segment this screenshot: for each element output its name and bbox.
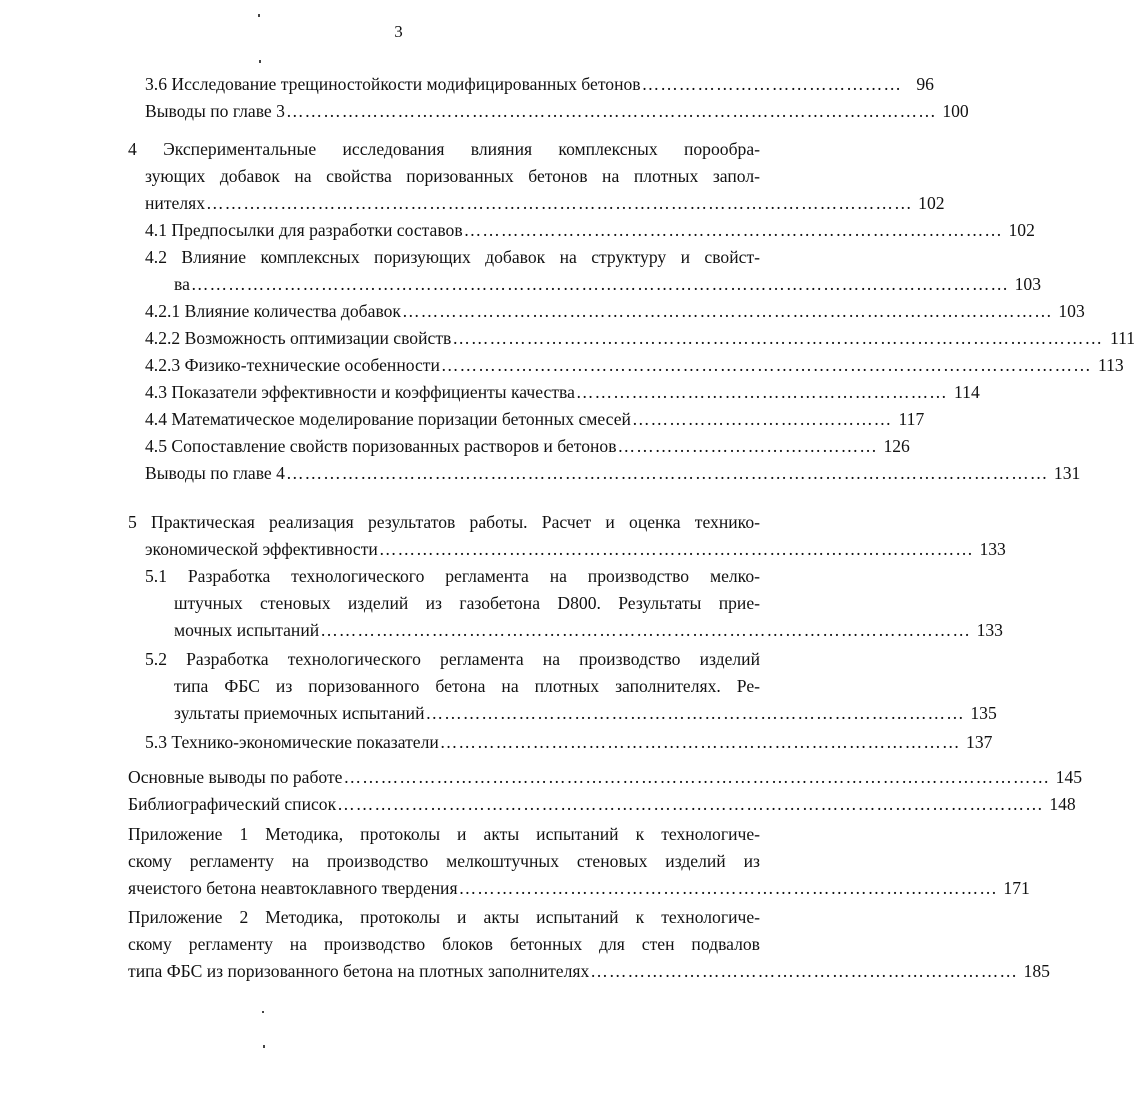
toc-entry-page: 111	[1110, 328, 1135, 348]
toc-entry-page: 131	[1053, 463, 1081, 483]
toc-entry-bibliography	[128, 791, 1076, 817]
toc-entry-5-1-line-2: штучных стеновых изделий из газобетона D800. Результаты прие-	[174, 593, 760, 613]
toc-appendix-2-line-1: Приложение 2 Методика, протоколы и акты испытаний к технологиче-	[128, 907, 760, 927]
dot-leader: ……………………………………………………………	[590, 961, 1018, 981]
toc-chapter-4-line-1: 4 Экспериментальные исследования влияния комплексных порообра-	[128, 139, 760, 159]
dot-leader: ……………………………………………………………………………………………………………………	[190, 274, 1010, 294]
dot-leader: ……………………………………………………………………………………………	[285, 101, 937, 121]
toc-entry-label: 3.6 Исследование трещиностойкости модифицированных бетонов	[145, 74, 641, 94]
dot-leader: ……………………………………………………………………………………………	[401, 301, 1053, 321]
toc-chapter-5-line-1: 5 Практическая реализация результатов работы. Расчет и оценка технико-	[128, 512, 760, 532]
toc-entry-label: ячеистого бетона неавтоклавного твердения	[128, 878, 458, 898]
dot-leader: …………………………………………………………………………	[439, 732, 961, 752]
toc-entry-page: 145	[1055, 767, 1083, 787]
toc-entry-4-2-3	[145, 352, 1124, 378]
toc-entry-4-1	[145, 217, 1035, 243]
toc-chapter-5-line-2	[145, 536, 1006, 562]
toc-entry-label: 4.4 Математическое моделирование поризации бетонных смесей	[145, 409, 631, 429]
dot-leader: ……………………………………………………………………………	[458, 878, 998, 898]
dot-leader: ……………………………………………………………………………………………	[440, 355, 1092, 375]
scan-speck	[259, 60, 261, 63]
toc-entry-label: 4.3 Показатели эффективности и коэффициенты качества	[145, 382, 575, 402]
toc-entry-page: 102	[1008, 220, 1035, 240]
toc-entry-page: 100	[942, 101, 969, 121]
toc-entry-label: мочных испытаний	[174, 620, 320, 640]
toc-entry-label: 4.2.1 Влияние количества добавок	[145, 301, 401, 321]
toc-entry-label: 4.1 Предпосылки для разработки составов	[145, 220, 463, 240]
toc-entry-label: 4.2.2 Возможность оптимизации свойств	[145, 328, 452, 348]
toc-appendix-2-line-3	[128, 958, 1050, 984]
toc-chapter-4-line-2: зующих добавок на свойства поризованных бетонов на плотных запол-	[145, 166, 760, 186]
dot-leader: ……………………………………	[617, 436, 878, 456]
toc-entry-4-2-2	[145, 325, 1135, 351]
toc-entry-5-2-line-1: 5.2 Разработка технологического регламента на производство изделий	[145, 649, 760, 669]
dot-leader: ……………………………………………………	[575, 382, 948, 402]
dot-leader: ……………………………………	[641, 74, 902, 94]
dot-leader: ……………………………………………………………………………………………………	[206, 193, 913, 213]
toc-entry-5-3	[145, 729, 993, 755]
toc-entry-label: Библиографический список	[128, 794, 337, 814]
toc-entry-3-6	[145, 71, 934, 97]
toc-appendix-1-line-3	[128, 875, 1030, 901]
toc-entry-5-1-line-3	[174, 617, 1003, 643]
toc-entry-page: 148	[1049, 794, 1076, 814]
dot-leader: ……………………………………………………………………………	[463, 220, 1003, 240]
toc-entry-label: 5.3 Технико-экономические показатели	[145, 732, 439, 752]
toc-entry-page: 171	[1003, 878, 1030, 898]
toc-entry-page: 133	[976, 620, 1003, 640]
toc-entry-label: Основные выводы по работе	[128, 767, 343, 787]
scan-speck	[258, 14, 260, 17]
toc-entry-label: зультаты приемочных испытаний	[174, 703, 425, 723]
toc-entry-5-2-line-2: типа ФБС из поризованного бетона на плотных заполнителях. Ре-	[174, 676, 760, 696]
toc-entry-5-1-line-1: 5.1 Разработка технологического регламента на производство мелко-	[145, 566, 760, 586]
toc-entry-label: Выводы по главе 3	[145, 101, 285, 121]
dot-leader: ……………………………………………………………………………………………	[320, 620, 971, 640]
toc-entry-main-conclusions	[128, 764, 1083, 790]
toc-entry-page: 114	[954, 382, 980, 402]
dot-leader: ……………………………………………………………………………………………………	[337, 794, 1044, 814]
toc-entry-conclusions-4	[145, 460, 1081, 486]
toc-entry-label: нителях	[145, 193, 205, 213]
toc-entry-page: 102	[918, 193, 945, 213]
dot-leader: ……………………………………………………………………………	[425, 703, 965, 723]
scan-speck	[262, 1011, 264, 1013]
toc-entry-label: ва	[174, 274, 190, 294]
toc-entry-page: 137	[966, 732, 993, 752]
toc-entry-label: экономической эффективности	[145, 539, 378, 559]
toc-entry-4-2-line-1: 4.2 Влияние комплексных поризующих добавок на структуру и свойст-	[145, 247, 760, 267]
toc-entry-page: 135	[970, 703, 997, 723]
toc-entry-4-2-1	[145, 298, 1085, 324]
dot-leader: ……………………………………………………………………………………………	[452, 328, 1104, 348]
toc-entry-page: 103	[1014, 274, 1042, 294]
toc-entry-page: 113	[1097, 355, 1124, 375]
page-number: 3	[394, 22, 403, 41]
dot-leader: ……………………………………	[631, 409, 893, 429]
toc-entry-label: 4.5 Сопоставление свойств поризованных растворов и бетонов	[145, 436, 617, 456]
toc-entry-page: 126	[883, 436, 910, 456]
toc-appendix-1-line-1: Приложение 1 Методика, протоколы и акты испытаний к технологиче-	[128, 824, 760, 844]
toc-entry-4-2-line-2	[174, 271, 1042, 297]
toc-entry-4-4	[145, 406, 925, 432]
toc-entry-5-2-line-3	[174, 700, 997, 726]
dot-leader: ……………………………………………………………………………………………………	[343, 767, 1051, 787]
toc-entry-4-3	[145, 379, 980, 405]
toc-chapter-4-line-3	[145, 190, 945, 216]
toc-entry-page: 103	[1058, 301, 1085, 321]
toc-entry-label: Выводы по главе 4	[145, 463, 285, 483]
scan-speck	[263, 1045, 265, 1048]
dot-leader: ……………………………………………………………………………………	[378, 539, 974, 559]
toc-entry-label: типа ФБС из поризованного бетона на плотных заполнителях	[128, 961, 590, 981]
toc-entry-label: 4.2.3 Физико-технические особенности	[145, 355, 440, 375]
toc-appendix-2-line-2: скому регламенту на производство блоков бетонных для стен подвалов	[128, 934, 760, 954]
toc-appendix-1-line-2: скому регламенту на производство мелкоштучных стеновых изделий из	[128, 851, 760, 871]
toc-entry-page: 185	[1023, 961, 1050, 981]
dot-leader: ……………………………………………………………………………………………………………	[285, 463, 1049, 483]
toc-entry-conclusions-3	[145, 98, 969, 124]
toc-entry-page: 117	[898, 409, 925, 429]
toc-entry-4-5	[145, 433, 910, 459]
toc-entry-page: 133	[979, 539, 1006, 559]
toc-entry-page: 96	[916, 74, 934, 94]
